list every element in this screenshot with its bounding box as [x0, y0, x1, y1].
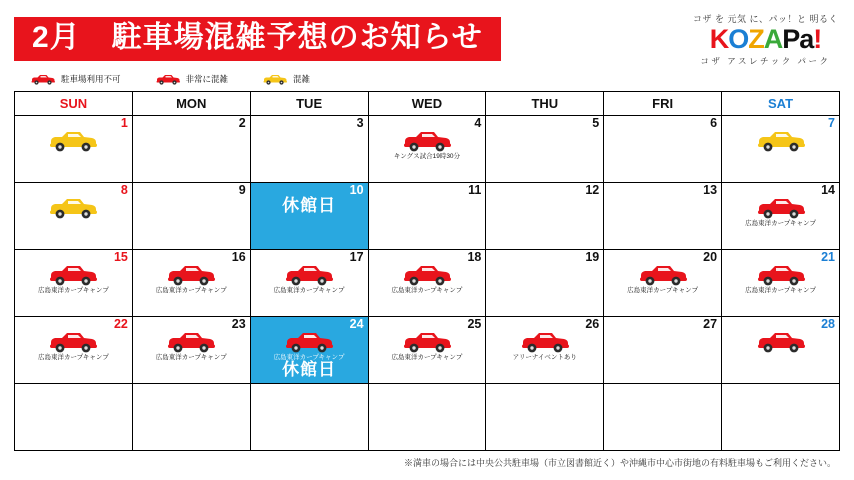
day-cell-content: [604, 197, 721, 248]
weekday-header-thu: THU: [486, 92, 604, 116]
day-cell-content: [722, 331, 839, 382]
car-icon: [47, 197, 99, 219]
car-icon: [155, 74, 181, 85]
brand-subtitle: コザ アスレチック パーク: [700, 55, 831, 66]
calendar-day-cell: [604, 317, 722, 384]
calendar-week-row: [15, 116, 840, 183]
day-number: 3: [356, 116, 364, 130]
day-note: 広島東洋カープキャンプ: [155, 287, 227, 294]
day-number: 7: [828, 116, 835, 130]
calendar-day-cell: [132, 317, 250, 384]
day-note: 広島東洋カープキャンプ: [745, 220, 816, 227]
calendar-week-row: [15, 250, 840, 317]
car-icon: [47, 331, 99, 353]
car-icon: [262, 74, 288, 85]
brand-letter-o: O: [728, 23, 749, 54]
calendar-day-cell: [132, 183, 250, 250]
day-note: 広島東洋カープキャンプ: [37, 287, 109, 294]
day-cell-content: [722, 197, 839, 248]
closed-label: 休館日: [282, 360, 337, 380]
day-number: 19: [585, 250, 600, 264]
calendar-day-cell: [250, 250, 368, 317]
day-note: 広島東洋カープキャンプ: [627, 287, 699, 294]
calendar-day-cell: [15, 317, 133, 384]
calendar-day-cell: [132, 116, 250, 183]
day-number: 2: [238, 116, 246, 130]
calendar-cell-empty: [722, 384, 840, 451]
day-note: 広島東洋カープキャンプ: [391, 354, 463, 361]
legend-item: [155, 73, 229, 85]
car-icon: [401, 331, 453, 353]
day-cell-content: [15, 331, 132, 382]
day-cell-content: [251, 331, 368, 382]
day-cell-content: [722, 130, 839, 181]
car-icon: [755, 130, 807, 152]
day-cell-content: [15, 197, 132, 248]
day-cell-content: [369, 197, 486, 248]
brand-letter-z: Z: [748, 23, 764, 54]
calendar-day-cell: [486, 317, 604, 384]
day-note: 広島東洋カープキャンプ: [155, 354, 227, 361]
day-cell-content: [722, 264, 839, 315]
brand-logo: [683, 12, 840, 67]
day-cell-content: [604, 264, 721, 315]
legend-item: [30, 73, 121, 85]
legend-label: 非常に混雑: [185, 74, 229, 84]
car-icon: [47, 264, 99, 286]
car-icon: [519, 331, 571, 353]
weekday-header-sun: SUN: [15, 92, 133, 116]
day-note: 広島東洋カープキャンプ: [273, 287, 345, 294]
day-number: 26: [585, 317, 600, 331]
calendar-cell-empty: [15, 384, 133, 451]
calendar-cell-empty: [604, 384, 722, 451]
weekday-header-fri: FRI: [604, 92, 722, 116]
day-number: 1: [120, 116, 128, 130]
footer-note: ※満車の場合には中央公共駐車場（市立図書館近く）や沖縄市中心市街地の有料駐車場もご利用ください。: [403, 458, 836, 468]
day-number: 11: [468, 183, 482, 197]
car-icon: [47, 130, 99, 152]
day-cell-content: [133, 264, 250, 315]
day-number: 6: [710, 116, 718, 130]
weekday-header-wed: WED: [368, 92, 486, 116]
calendar-day-cell: [604, 250, 722, 317]
day-cell-content: [251, 130, 368, 181]
car-icon: [755, 197, 807, 219]
calendar-day-cell: [722, 250, 840, 317]
day-number: 5: [592, 116, 600, 130]
day-cell-content: [486, 331, 603, 382]
brand-tagline: コザ を 元気 に、パッ！と 明るく: [692, 13, 838, 24]
day-number: 12: [585, 183, 600, 197]
day-number: 4: [474, 116, 482, 130]
calendar-day-cell: [250, 116, 368, 183]
calendar-day-cell: [132, 250, 250, 317]
day-cell-content: [251, 197, 368, 248]
calendar-day-cell: [250, 183, 368, 250]
day-number: 20: [703, 250, 718, 264]
calendar-day-cell: [368, 317, 486, 384]
calendar-day-cell: [15, 183, 133, 250]
calendar-cell-empty: [132, 384, 250, 451]
car-icon: [755, 264, 807, 286]
calendar-day-cell: [15, 116, 133, 183]
brand-letter-a: A: [763, 23, 783, 54]
day-note: キングス試合19時30分: [393, 153, 461, 160]
day-cell-content: [15, 130, 132, 181]
car-icon: [637, 264, 689, 286]
calendar-day-cell: [486, 116, 604, 183]
day-number: 13: [703, 183, 718, 197]
calendar-day-cell: [368, 183, 486, 250]
day-note: 広島東洋カープキャンプ: [745, 287, 816, 294]
car-icon: [283, 264, 335, 286]
day-cell-content: [15, 264, 132, 315]
day-note: 広島東洋カープキャンプ: [391, 287, 463, 294]
car-icon: [30, 74, 56, 85]
day-number: 17: [349, 250, 364, 264]
day-number: 16: [231, 250, 246, 264]
legend-item: [262, 73, 310, 85]
calendar-day-cell: [15, 250, 133, 317]
day-number: 10: [349, 183, 364, 197]
day-cell-content: [369, 130, 486, 181]
calendar-day-cell: [368, 250, 486, 317]
car-icon: [165, 331, 217, 353]
calendar-day-cell: [722, 317, 840, 384]
calendar-day-cell: [722, 116, 840, 183]
day-number: 15: [113, 250, 128, 264]
day-note: 広島東洋カープキャンプ: [273, 354, 345, 361]
calendar-day-cell: [486, 250, 604, 317]
day-cell-content: [369, 264, 486, 315]
calendar-cell-empty: [486, 384, 604, 451]
calendar-day-cell: [722, 183, 840, 250]
day-cell-content: [369, 331, 486, 382]
day-number: 24: [349, 317, 364, 331]
page-title: 2月 駐車場混雑予想のお知らせ: [14, 17, 501, 61]
calendar-table: [14, 91, 840, 451]
weekday-header-sat: SAT: [722, 92, 840, 116]
day-cell-content: [604, 331, 721, 382]
calendar-cell-empty: [250, 384, 368, 451]
weekday-header-tue: TUE: [250, 92, 368, 116]
brand-letters-pa: Pa: [782, 23, 814, 54]
day-cell-content: [486, 130, 603, 181]
brand-letter-k: K: [709, 23, 729, 54]
closed-label: 休館日: [282, 196, 337, 215]
day-number: 21: [821, 250, 835, 264]
calendar-week-row: [15, 384, 840, 451]
day-cell-content: [133, 130, 250, 181]
calendar-day-cell: [604, 116, 722, 183]
day-note: アリーナイベントあり: [512, 354, 577, 361]
brand-name: [693, 23, 838, 54]
day-number: 28: [821, 317, 835, 331]
car-icon: [283, 331, 335, 353]
calendar-day-cell: [604, 183, 722, 250]
calendar-header-row: [15, 92, 840, 116]
weekday-header-mon: MON: [132, 92, 250, 116]
legend-label: 混雑: [293, 74, 311, 84]
day-number: 18: [467, 250, 482, 264]
brand-exclamation: !: [813, 23, 822, 54]
day-number: 8: [120, 183, 128, 197]
legend: [14, 69, 840, 89]
car-icon: [401, 264, 453, 286]
day-cell-content: [133, 197, 250, 248]
day-number: 14: [821, 183, 835, 197]
day-cell-content: [486, 264, 603, 315]
day-number: 22: [113, 317, 128, 331]
calendar-day-cell: [486, 183, 604, 250]
calendar-week-row: [15, 317, 840, 384]
calendar-day-cell: [368, 116, 486, 183]
day-cell-content: [486, 197, 603, 248]
calendar-body: [15, 116, 840, 451]
day-number: 9: [238, 183, 246, 197]
calendar-week-row: [15, 183, 840, 250]
day-note: 広島東洋カープキャンプ: [37, 354, 109, 361]
car-icon: [755, 331, 807, 353]
legend-label: 駐車場利用不可: [61, 74, 121, 84]
day-cell-content: [251, 264, 368, 315]
calendar-cell-empty: [368, 384, 486, 451]
page-header: [14, 10, 840, 68]
day-number: 23: [231, 317, 246, 331]
day-number: 27: [703, 317, 718, 331]
car-icon: [165, 264, 217, 286]
car-icon: [401, 130, 453, 152]
day-number: 25: [467, 317, 482, 331]
day-cell-content: [133, 331, 250, 382]
calendar-day-cell: [250, 317, 368, 384]
day-cell-content: [604, 130, 721, 181]
